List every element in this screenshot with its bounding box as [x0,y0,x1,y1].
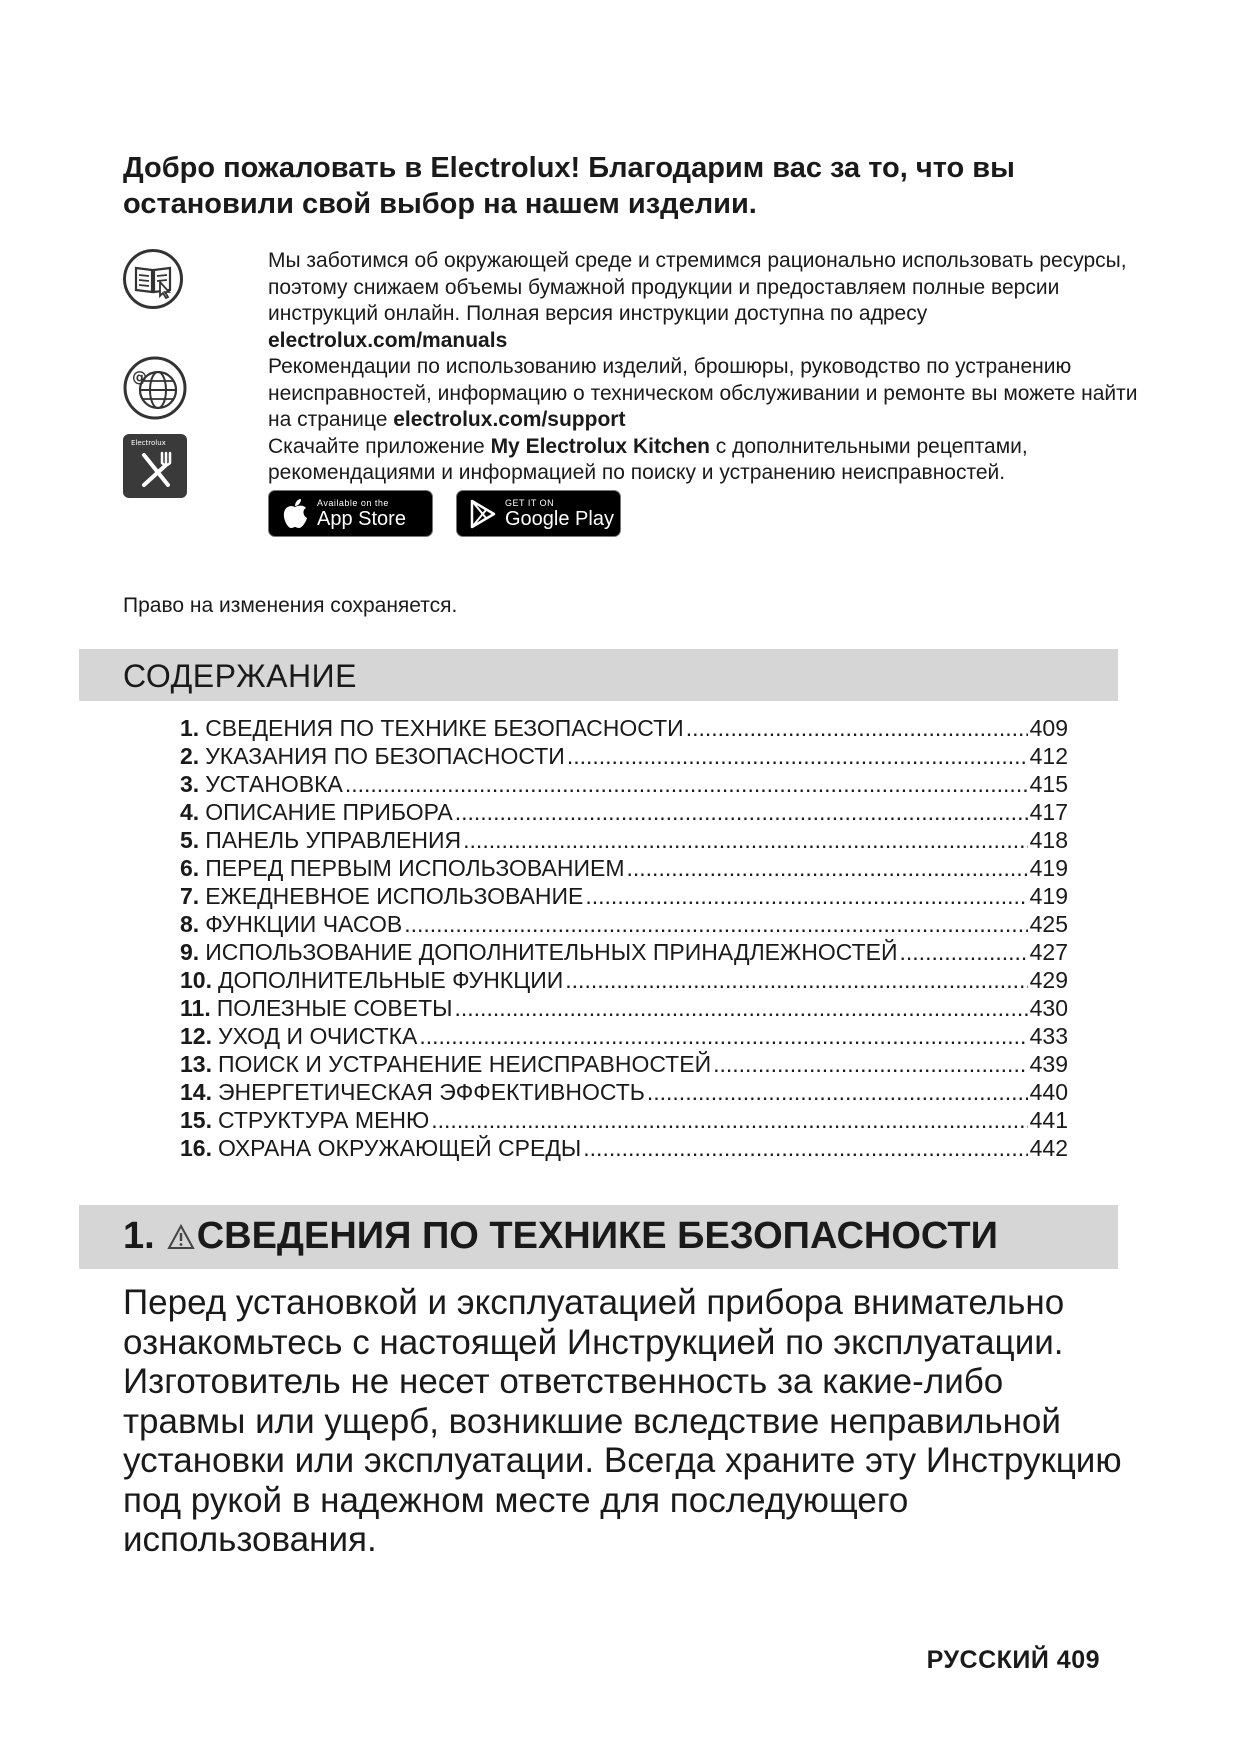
toc-item-title: ПАНЕЛЬ УПРАВЛЕНИЯ [205,827,462,853]
toc-item-title: ИСПОЛЬЗОВАНИЕ ДОПОЛНИТЕЛЬНЫХ ПРИНАДЛЕЖНОСТЕЙ [205,939,898,965]
toc-item-number: 10. [180,967,212,993]
toc-item-number: 2. [180,743,200,769]
section-1-title [123,1215,998,1258]
manuals-text: Мы заботимся об окружающей среде и стремимся рационально использовать ресурсы, поэтому снижаем объемы бумажной продукции и предоставляем полные версии инструкций онлайн. Полная версия инструкции доступна по адресу [268,249,1127,325]
section-1-header-band [79,1205,1118,1269]
google-play-small-text: GET IT ON [505,497,555,508]
toc-item-page: 442 [1029,1135,1068,1161]
toc-item-page: 433 [1029,1023,1068,1049]
toc-item-number: 14. [180,1079,212,1105]
app-store-small-text: Available on the [317,497,389,508]
toc-item-leader [345,770,1028,798]
toc-item-title: ФУНКЦИИ ЧАСОВ [205,911,403,937]
google-play-big-text: Google Play [505,507,614,530]
toc-item-page: 418 [1029,827,1068,853]
toc-item-title: СВЕДЕНИЯ ПО ТЕХНИКЕ БЕЗОПАСНОСТИ [205,715,684,741]
toc-item-number: 1. [180,715,200,741]
toc-item[interactable] [180,966,1068,994]
toc-item-leader [585,882,1027,910]
toc-item-number: 3. [180,771,200,797]
toc-item-leader [431,1106,1027,1134]
svg-text:@: @ [132,368,147,386]
toc-item-number: 7. [180,883,200,909]
toc-item-title: ЕЖЕДНЕВНОЕ ИСПОЛЬЗОВАНИЕ [205,883,584,909]
toc-item-title: ЭНЕРГЕТИЧЕСКАЯ ЭФФЕКТИВНОСТЬ [217,1079,645,1105]
welcome-heading [123,150,1103,222]
toc-item-page: 440 [1029,1079,1068,1105]
toc-item-title: СТРУКТУРА МЕНЮ [217,1107,430,1133]
toc-item[interactable] [180,714,1068,742]
toc-item[interactable] [180,994,1068,1022]
toc-item-leader [583,1134,1027,1162]
toc-item-number: 5. [180,827,200,853]
toc-item[interactable] [180,1022,1068,1050]
manual-book-icon [122,248,184,315]
safety-intro-paragraph: Перед установкой и эксплуатацией прибора внимательно ознакомьтесь с настоящей Инструкцией по эксплуатации. Изготовитель не несет ответственность за какие-либо травмы или ущерб, возникшие вследствие неправильной установки или эксплуатации. Всегда храните эту Инструкцию под рукой в надежном месте для последующего использования. [123,1283,1122,1559]
toc-item[interactable] [180,854,1068,882]
toc-item-leader [627,854,1028,882]
rights-notice: Право на изменения сохраняется. [123,594,458,617]
toc-item-page: 417 [1029,799,1068,825]
toc-item-page: 427 [1029,939,1068,965]
page-footer: РУССКИЙ 409 [926,1646,1100,1674]
manuals-link[interactable]: electrolux.com/manuals [268,328,508,352]
support-link[interactable]: electrolux.com/support [393,408,626,431]
toc-item-number: 12. [180,1023,212,1049]
globe-icon [122,355,188,426]
toc-item-title: ОПИСАНИЕ ПРИБОРА [205,799,453,825]
toc-item-number: 6. [180,855,200,881]
toc-item-leader [565,966,1027,994]
toc-item-leader [686,714,1028,742]
toc-item-title: УКАЗАНИЯ ПО БЕЗОПАСНОСТИ [205,743,565,769]
toc-item-title: УСТАНОВКА [205,771,343,797]
warning-triangle-icon [167,1224,195,1250]
toc-item-page: 441 [1029,1107,1068,1133]
toc-item-leader [455,798,1028,826]
toc-item-page: 425 [1029,911,1068,937]
toc-item-leader [713,1050,1028,1078]
toc-item[interactable] [180,882,1068,910]
app-paragraph [268,434,1148,487]
toc-item-number: 4. [180,799,200,825]
google-play-badge[interactable] [456,490,621,537]
toc-item-page: 429 [1029,967,1068,993]
toc-item-title: ДОПОЛНИТЕЛЬНЫЕ ФУНКЦИИ [217,967,564,993]
welcome-line-1: Добро пожаловать в Electrolux! Благодарим вас за то, что вы [123,152,1015,184]
toc-item-title: ПОИСК И УСТРАНЕНИЕ НЕИСПРАВНОСТЕЙ [217,1051,712,1077]
toc-item-page: 439 [1029,1051,1068,1077]
toc-item-page: 409 [1029,715,1068,741]
toc-item-leader [404,910,1027,938]
toc-item[interactable] [180,1134,1068,1162]
toc-item-leader [419,1022,1027,1050]
toc-item[interactable] [180,938,1068,966]
store-badges [268,490,621,537]
toc-item-number: 8. [180,911,200,937]
electrolux-kitchen-app-icon [122,433,188,504]
toc-item[interactable] [180,1050,1068,1078]
toc-item-number: 9. [180,939,200,965]
toc-item[interactable] [180,1106,1068,1134]
support-text: Рекомендации по использованию изделий, брошюры, руководство по устранению неисправностей, информацию о техническом обслуживании и ремонте вы можете найти на странице [268,355,1138,431]
toc-item[interactable] [180,798,1068,826]
toc-item-leader [647,1078,1028,1106]
toc-item[interactable] [180,910,1068,938]
toc-item-number: 13. [180,1051,212,1077]
toc-item-title: ПЕРЕД ПЕРВЫМ ИСПОЛЬЗОВАНИЕМ [205,855,625,881]
section-1-number: 1. [123,1215,155,1257]
manuals-paragraph [268,248,1148,354]
toc-header-band [79,649,1118,701]
google-play-icon [469,499,497,529]
toc-item-number: 16. [180,1135,212,1161]
toc-item-leader [900,938,1028,966]
toc-item-leader [463,826,1027,854]
app-store-badge[interactable] [268,490,433,537]
toc-item[interactable] [180,742,1068,770]
toc-item-page: 415 [1029,771,1068,797]
app-icon-label: Electrolux [131,439,166,447]
toc-item[interactable] [180,826,1068,854]
toc-item-page: 430 [1029,995,1068,1021]
toc-item-page: 419 [1029,883,1068,909]
toc-item-title: ПОЛЕЗНЫЕ СОВЕТЫ [216,995,453,1021]
welcome-line-2: остановили свой выбор на нашем изделии. [123,188,757,220]
toc-item-title: УХОД И ОЧИСТКА [217,1023,418,1049]
toc-item[interactable] [180,770,1068,798]
info-block [268,248,1148,487]
toc-item-page: 412 [1029,743,1068,769]
toc-title: СОДЕРЖАНИЕ [123,658,357,694]
toc-item-number: 15. [180,1107,212,1133]
toc-item-leader [567,742,1028,770]
support-paragraph [268,354,1148,434]
toc-item[interactable] [180,1078,1068,1106]
toc-item-number: 11. [180,995,211,1021]
toc-list [180,714,1068,1162]
app-text-before: Скачайте приложение [268,434,491,458]
apple-icon [281,498,309,530]
section-1-title-text: СВЕДЕНИЯ ПО ТЕХНИКЕ БЕЗОПАСНОСТИ [196,1215,998,1257]
app-text-after: с дополнительными рецептами, рекомендациями и информацией по поиску и устранению неисправностей. [268,434,1028,484]
app-name: My Electrolux Kitchen [490,434,710,458]
app-store-big-text: App Store [317,507,406,530]
toc-item-leader [455,994,1028,1022]
toc-item-page: 419 [1029,855,1068,881]
toc-item-title: ОХРАНА ОКРУЖАЮЩЕЙ СРЕДЫ [217,1135,582,1161]
